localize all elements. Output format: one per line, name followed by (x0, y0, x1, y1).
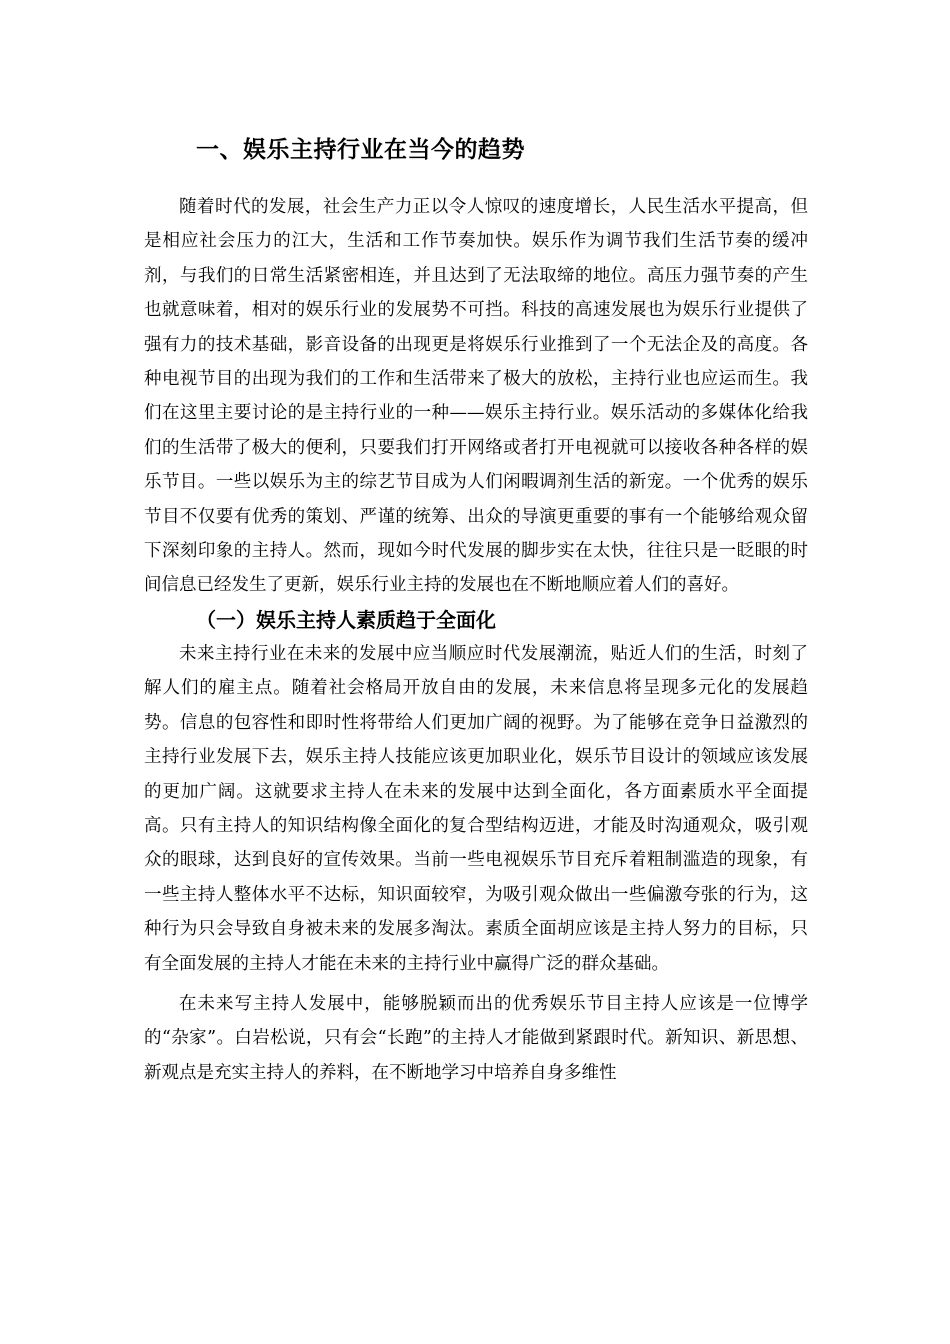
paragraph-generalist: 在未来写主持人发展中，能够脱颖而出的优秀娱乐节目主持人应该是一位博学的“杂家”。白岩松说，只有会“长跑”的主持人才能做到紧跟时代。新知识、新思想、新观点是充实主持人的养料，在不断地学习中培养自身多维性 (144, 993, 808, 1083)
paragraph-intro: 随着时代的发展，社会生产力正以令人惊叹的速度增长，人民生活水平提高，但是相应社会压力的江大，生活和工作节奏加快。娱乐作为调节我们生活节奏的缓冲剂，与我们的日常生活紧密相连，并且达到了无法取缔的地位。高压力强节奏的产生也就意味着，相对的娱乐行业的发展势不可挡。科技的高速发展也为娱乐行业提供了强有力的技术基础，影音设备的出现更是将娱乐行业推到了一个无法企及的高度。各种电视节目的出现为我们的工作和生活带来了极大的放松，主持行业也应运而生。我们在这里主要讨论的是主持行业的一种——娱乐主持行业。娱乐活动的多媒体化给我们的生活带了极大的便利，只要我们打开网络或者打开电视就可以接收各种各样的娱乐节目。一些以娱乐为主的综艺节目成为人们闲暇调剂生活的新宠。一个优秀的娱乐节目不仅要有优秀的策划、严谨的统筹、出众的导演更重要的事有一个能够给观众留下深刻印象的主持人。然而，现如今时代发展的脚步实在太快，往往只是一眨眼的时间信息已经发生了更新，娱乐行业主持的发展也在不断地顺应着人们的喜好。 (144, 197, 808, 596)
section-heading: 一、娱乐主持行业在当今的趋势 (196, 137, 525, 163)
subsection-heading: （一）娱乐主持人素质趋于全面化 (196, 607, 496, 632)
document-body (144, 128, 808, 1090)
paragraph-quality: 未来主持行业在未来的发展中应当顺应时代发展潮流，贴近人们的生活，时刻了解人们的雇主点。随着社会格局开放自由的发展，未来信息将呈现多元化的发展趋势。信息的包容性和即时性将带给人们更加广阔的视野。为了能够在竞争日益激烈的主持行业发展下去，娱乐主持人技能应该更加职业化，娱乐节目设计的领域应该发展的更加广阔。这就要求主持人在未来的发展中达到全面化，各方面素质水平全面提高。只有主持人的知识结构像全面化的复合型结构迈进，才能及时沟通观众，吸引观众的眼球，达到良好的宣传效果。当前一些电视娱乐节目充斥着粗制滥造的现象，有一些主持人整体水平不达标，知识面较窄，为吸引观众做出一些偏激夸张的行为，这种行为只会导致自身被未来的发展多淘汰。素质全面胡应该是主持人努力的目标，只有全面发展的主持人才能在未来的主持行业中赢得广泛的群众基础。 (144, 643, 808, 974)
